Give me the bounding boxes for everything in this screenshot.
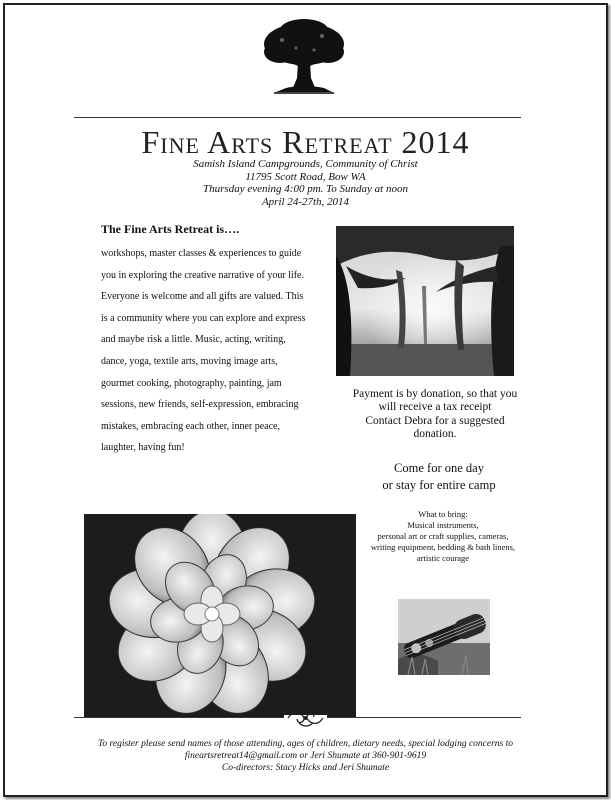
guitar-photo	[398, 599, 490, 675]
succulent-photo	[84, 514, 356, 717]
payment-line-2: will receive a tax receipt	[378, 401, 492, 414]
flourish-ornament-icon	[284, 707, 327, 729]
venue-details	[120, 158, 491, 208]
bring-line-4: artistic courage	[416, 553, 470, 563]
event-dates: April 24-27th, 2014	[261, 195, 350, 208]
payment-line-4: donation.	[413, 427, 457, 440]
venue-name: Samish Island Campgrounds, Community of Christ	[193, 158, 418, 170]
payment-info	[344, 388, 526, 441]
intro-heading: The Fine Arts Retreat is….	[101, 222, 240, 236]
event-times: Thursday evening 4:00 pm. To Sunday at noon	[203, 183, 408, 195]
payment-line-1: Payment is by donation, so that you	[352, 388, 518, 400]
event-title: Fine Arts Retreat 2014	[141, 124, 470, 160]
attendance-line-1: Come for one day	[394, 461, 484, 475]
bring-heading: What to bring:	[418, 509, 468, 519]
attendance-info	[370, 460, 508, 494]
attendance-line-2: or stay for entire camp	[382, 478, 496, 492]
payment-line-3: Contact Debra for a suggested	[365, 414, 505, 427]
tree-avenue-photo	[336, 226, 514, 376]
footer-register-text: To register please send names of those attending, ages of children, dietary needs, special lodging concerns to	[97, 739, 514, 749]
footer-contact: fineartsretreat14@gmail.com or Jeri Shumate at 360-901-9619	[184, 751, 427, 762]
bring-line-1: Musical instruments,	[407, 520, 479, 530]
bring-line-2: personal art or craft supplies, cameras,	[377, 531, 509, 541]
bring-line-3: writing equipment, bedding & bath linens,	[370, 542, 516, 552]
registration-footer	[60, 738, 551, 775]
oak-tree-icon	[262, 18, 346, 104]
intro-body: workshops, master classes & experiences to guide you in exploring the creative narrative of your life. Everyone is welcome and all gifts are valued. This is a community where you can explore and express and maybe risk a little. Music, acting, writing, dance, yoga, textile arts, moving image arts, gourmet cooking, photography, painting, jam sessions, new friends, self-expression, embracing mistakes, embracing each other, inner peace, laughter, having fun!	[101, 248, 306, 454]
what-to-bring	[358, 509, 528, 564]
footer-codirectors: Co-directors: Stacy Hicks and Jeri Shumate	[221, 763, 390, 774]
venue-address: 11795 Scott Road, Bow WA	[245, 170, 366, 183]
top-divider	[74, 117, 521, 118]
